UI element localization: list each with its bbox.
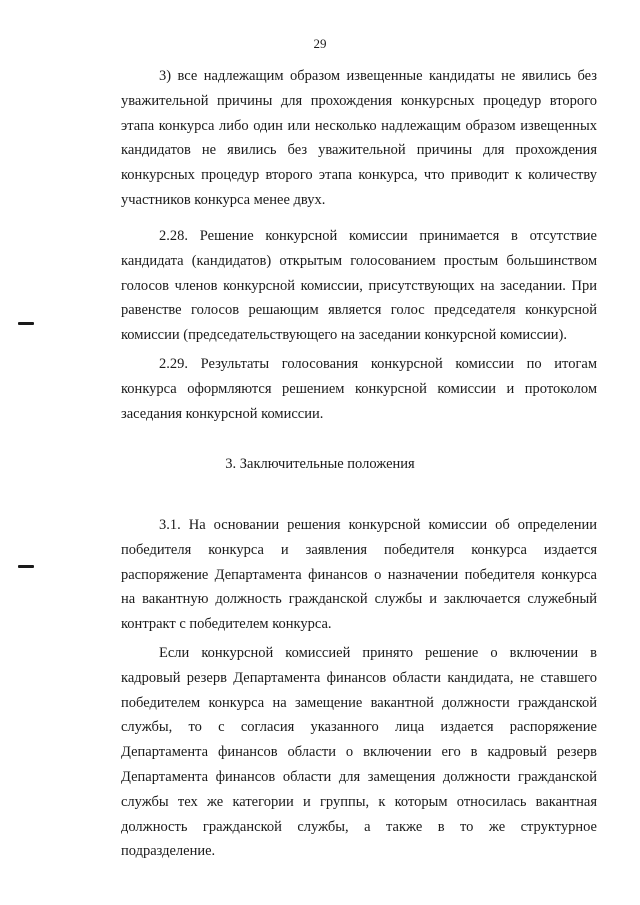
paragraph-2-29: 2.29. Результаты голосования конкурсной комиссии по итогам конкурса оформляются решением конкурсной комиссии и протоколом заседания конкурсной комиссии. xyxy=(121,356,597,422)
scan-mark xyxy=(18,322,34,325)
paragraph-3-1: 3.1. На основании решения конкурсной комиссии об определении победителя конкурса и заявления победителя конкурса издается распоряжение Департамента финансов о назначении победителя конкурса на вакантную должность гражданской службы и заключается служебный контракт с победителем конкурса. xyxy=(121,517,597,633)
page-number: 29 xyxy=(313,36,327,51)
scan-mark xyxy=(18,565,34,568)
paragraph-item-3: 3) все надлежащим образом извещенные кандидаты не явились без уважительной причины для прохождения конкурсных процедур второго этапа конкурса либо один или несколько надлежащим образом извещенных кандидатов не явились без уважительной причины для прохождения конкурсных процедур второго этапа конкурса, что приводит к количеству участников конкурса менее двух. xyxy=(121,68,597,208)
paragraph-2-28: 2.28. Решение конкурсной комиссии принимается в отсутствие кандидата (кандидатов) открытым голосованием простым большинством голосов членов конкурсной комиссии, присутствующих на заседании. При равенстве голосов решающим является голос председателя конкурсной комиссии (председательствующего на заседании конкурсной комиссии). xyxy=(121,228,597,344)
section-heading: 3. Заключительные положения xyxy=(225,456,415,472)
paragraph-reserve: Если конкурсной комиссией принято решение о включении в кадровый резерв Департамента финансов области кандидата, не ставшего победителем конкурса на замещение вакантной должности гражданской службы, то с согласия указанного лица издается распоряжение Департамента финансов области о включении его в кадровый резерв Департамента финансов области для замещения должности гражданской службы тех же категории и группы, к которым относилась вакантная должность гражданской службы, а также в то же структурное подразделение. xyxy=(121,645,597,860)
